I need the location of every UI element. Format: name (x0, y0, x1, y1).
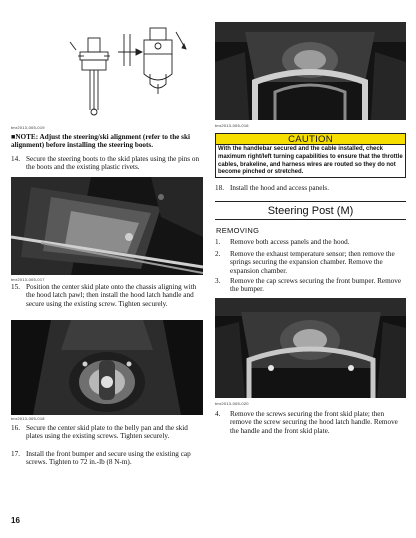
step-number: 16. (11, 424, 20, 432)
caution-text: With the handlebar secured and the cable installed, check maximum right/left turning capabilities to ensure that the throttle cables, brakeline, and harness wires are routed so they do not become pinched or stretched. (218, 146, 403, 176)
note-bullet: ■ (11, 133, 16, 141)
section-title: Steering Post (M) (215, 201, 406, 220)
steering-post-diagram (60, 22, 190, 120)
hood-latch-photo (11, 320, 203, 415)
step-14 (11, 155, 203, 172)
bumper-removed-photo (215, 298, 406, 398)
step-text: Remove the screws securing the front skid plate; then remove the screw securing the hood latch handle. Remove the handle and the front skid plate. (230, 410, 398, 435)
step-text: Install the hood and access panels. (230, 184, 329, 192)
step-text: Install the front bumper and secure using the existing cap screws. Tighten to 72 in.-lb (8 N-m). (26, 450, 191, 467)
step-text: Remove the cap screws securing the front bumper. Remove the bumper. (230, 277, 402, 294)
step-16 (11, 424, 203, 441)
step-number: 15. (11, 283, 20, 291)
figure-caption: tmr2013-005-019 (11, 125, 45, 130)
step-number: 4. (215, 410, 221, 418)
note-body: NOTE: Adjust the steering/ski alignment (refer to the ski alignment) before installing the steering boots. (11, 133, 190, 150)
step-17 (11, 450, 203, 467)
step-18 (215, 184, 406, 192)
step-15 (11, 283, 203, 308)
step-number: 3. (215, 277, 221, 285)
front-bumper-photo (215, 22, 406, 120)
step-2 (215, 250, 406, 275)
step-number: 14. (11, 155, 20, 163)
figure-caption: tmr2013-005-018 (11, 416, 45, 421)
step-text: Remove both access panels and the hood. (230, 238, 350, 246)
step-number: 2. (215, 250, 221, 258)
step-number: 18. (215, 184, 224, 192)
figure-caption: tmr2013-005-020 (215, 401, 249, 406)
skid-plate-photo (11, 177, 203, 275)
step-text: Remove the exhaust temperature sensor; then remove the springs securing the expansion chamber. Remove the expansion chamber. (230, 250, 395, 275)
caution-box (215, 133, 406, 178)
step-number: 1. (215, 238, 221, 246)
caution-title: CAUTION (216, 134, 405, 145)
step-text: Position the center skid plate onto the chassis aligning with the hood latch pawl; then install the hood latch handle and secure using the existing screw. Tighten securely. (26, 283, 197, 308)
figure-caption: tmr2013-005-017 (11, 277, 45, 282)
figure-caption: tmr2013-005-016 (215, 123, 249, 128)
subsection-heading: REMOVING (216, 226, 260, 235)
step-4 (215, 410, 406, 435)
step-text: Secure the steering boots to the skid plates using the pins on the boots and the existing plastic rivets. (26, 155, 200, 172)
step-number: 17. (11, 450, 20, 458)
step-text: Secure the center skid plate to the belly pan and the skid plates using the existing screws. Tighten securely. (26, 424, 188, 441)
step-3 (215, 277, 406, 294)
page-number: 16 (11, 516, 20, 525)
step-1 (215, 238, 406, 246)
note-text (11, 133, 203, 150)
